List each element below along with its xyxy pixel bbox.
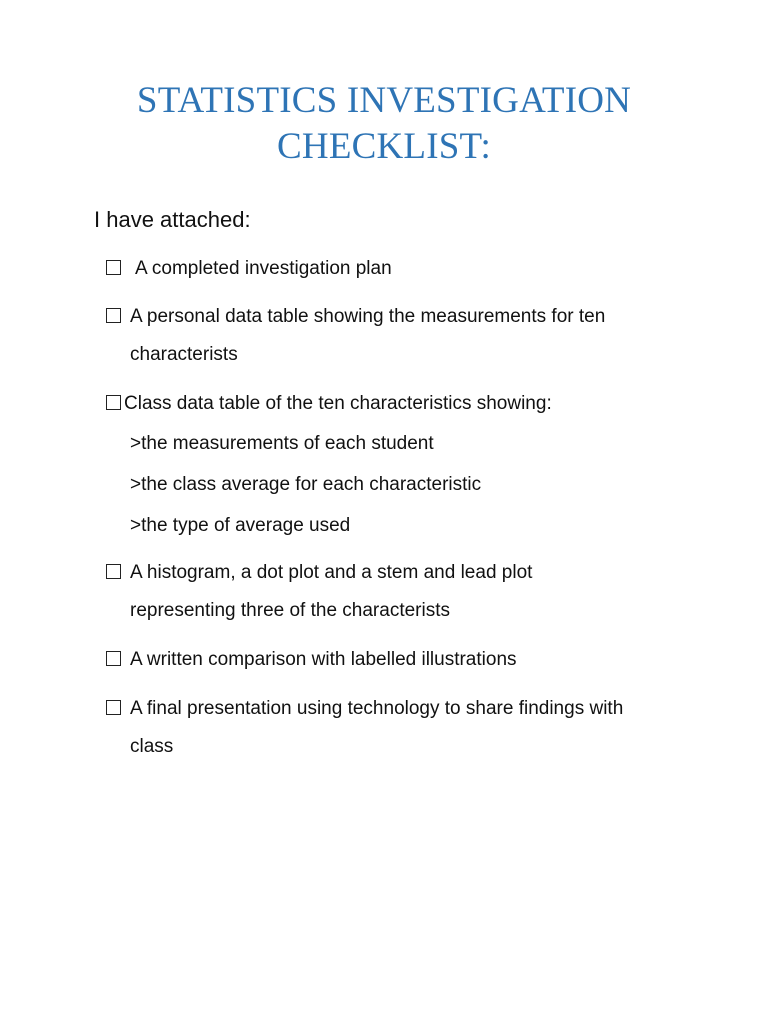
sub-point: >the class average for each characteristic <box>130 474 482 495</box>
item-label: A histogram, a dot plot and a stem and lead plot <box>130 562 533 583</box>
checklist-item-investigation-plan <box>106 250 716 288</box>
item-label-continued: characterists <box>130 344 238 365</box>
item-label: A personal data table showing the measurements for ten <box>130 306 606 327</box>
intro-text: I have attached: <box>94 207 251 232</box>
checkbox[interactable] <box>106 564 121 579</box>
item-label: A completed investigation plan <box>135 258 392 279</box>
title-line-2: CHECKLIST: <box>277 126 491 167</box>
checkbox[interactable] <box>106 308 121 323</box>
checkbox[interactable] <box>106 700 121 715</box>
checklist-item-final-presentation <box>106 690 716 766</box>
item-label: A written comparison with labelled illustrations <box>130 649 517 670</box>
title-line-1: STATISTICS INVESTIGATION <box>136 80 632 121</box>
item-label: Class data table of the ten characteristics showing: <box>124 393 552 414</box>
checklist-item-written-comparison <box>106 641 716 679</box>
checklist-item-personal-data-table <box>106 298 716 374</box>
checkbox[interactable] <box>106 260 121 275</box>
sub-point: >the measurements of each student <box>130 433 434 454</box>
item-label: A final presentation using technology to share findings with <box>130 698 624 719</box>
checklist-item-class-data-table <box>106 385 716 546</box>
sub-point: >the type of average used <box>130 515 351 536</box>
checklist-item-plots <box>106 554 716 630</box>
checkbox[interactable] <box>106 395 121 410</box>
page-title <box>0 78 768 170</box>
item-label-continued: representing three of the characterists <box>130 600 451 621</box>
item-label-continued: class <box>130 736 174 757</box>
checkbox[interactable] <box>106 651 121 666</box>
